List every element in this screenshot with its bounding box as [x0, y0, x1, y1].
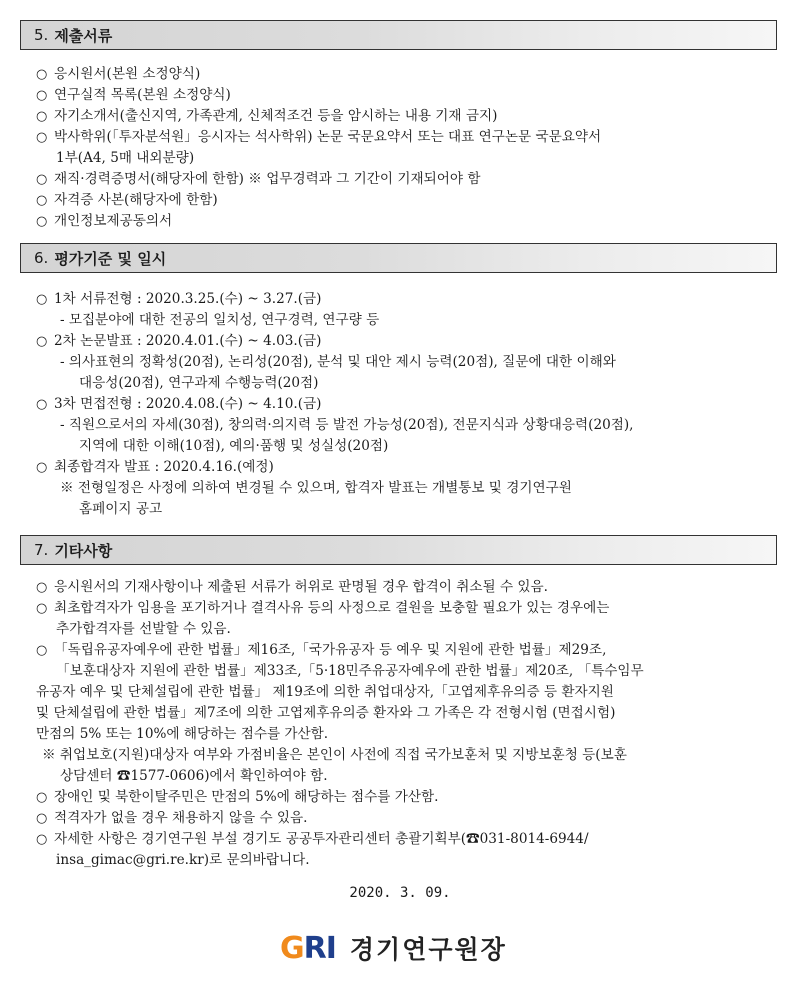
list-item: ○ 최초합격자가 임용을 포기하거나 결격사유 등의 사정으로 결원을 보충할 필요가 있는 경우에는	[36, 598, 782, 619]
section-6-list	[36, 289, 782, 520]
list-item-continuation: 만점의 5% 또는 10%에 해당하는 점수를 가산함.	[36, 726, 329, 742]
list-item-continuation: insa_gimac@gri.re.kr)로 문의바랍니다.	[56, 852, 310, 868]
gri-logo: GRI	[280, 930, 336, 966]
document-date: 2020. 3. 09.	[349, 885, 451, 901]
section-5-list	[36, 64, 782, 232]
note-continuation: 상담센터 ☎1577-0606)에서 확인하여야 함.	[60, 768, 328, 784]
note: ※ 전형일정은 사정에 의하여 변경될 수 있으며, 합격자 발표는 개별통보 및 경기연구원	[60, 480, 572, 496]
section-5-header	[20, 20, 777, 50]
list-subitem-continuation: 대응성(20점), 연구과제 수행능력(20점)	[79, 375, 319, 391]
note-continuation: 홈페이지 공고	[79, 501, 163, 517]
list-subitem: - 직원으로서의 자세(30점), 창의력·의지력 등 발전 가능성(20점), 전문지식과 상황대응력(20점),	[60, 417, 634, 433]
section-title: 제출서류	[54, 26, 113, 45]
list-item: ○ 장애인 및 북한이탈주민은 만점의 5%에 해당하는 점수를 가산함.	[36, 787, 782, 808]
list-item-continuation: 및 단체설립에 관한 법률」제7조에 의한 고엽제후유의증 환자와 그 가족은 각 전형시험 (면접시험)	[36, 705, 616, 721]
list-item: ○ 2차 논문발표 : 2020.4.01.(수) ~ 4.03.(금)	[36, 331, 782, 352]
section-number: 5.	[34, 26, 49, 44]
list-item: ○ 재직·경력증명서(해당자에 한함) ※ 업무경력과 그 기간이 기재되어야 함	[36, 169, 782, 190]
issuer-name: 경기연구원장	[349, 935, 507, 964]
list-item: ○ 3차 면접전형 : 2020.4.08.(수) ~ 4.10.(금)	[36, 394, 782, 415]
list-item-continuation: 「보훈대상자 지원에 관한 법률」제33조,「5·18민주유공자예우에 관한 법률」제20조, 「특수임무	[56, 663, 644, 679]
list-subitem-continuation: 지역에 대한 이해(10점), 예의·품행 및 성실성(20점)	[79, 438, 389, 454]
list-subitem: - 모집분야에 대한 전공의 일치성, 연구경력, 연구량 등	[60, 312, 380, 328]
list-subitem: - 의사표현의 정확성(20점), 논리성(20점), 분석 및 대안 제시 능력(20점), 질문에 대한 이해와	[60, 354, 616, 370]
list-item: ○ 자격증 사본(해당자에 한함)	[36, 190, 782, 211]
note: ※ 취업보호(지원)대상자 여부와 가점비율은 본인이 사전에 직접 국가보훈처 및 지방보훈청 등(보훈	[42, 747, 627, 763]
list-item: ○ 응시원서의 기재사항이나 제출된 서류가 허위로 판명될 경우 합격이 취소될 수 있음.	[36, 577, 782, 598]
section-6-header	[20, 243, 777, 273]
list-item: ○ 박사학위(「투자분석원」응시자는 석사학위) 논문 국문요약서 또는 대표 연구논문 국문요약서	[36, 127, 782, 148]
list-item-continuation: 유공자 예우 및 단체설립에 관한 법률」 제19조에 의한 취업대상자,「고엽제후유의증 등 환자지원	[36, 684, 614, 700]
list-item: ○ 연구실적 목록(본원 소정양식)	[36, 85, 782, 106]
list-item: ○ 최종합격자 발표 : 2020.4.16.(예정)	[36, 457, 782, 478]
list-item: ○ 적격자가 없을 경우 채용하지 않을 수 있음.	[36, 808, 782, 829]
section-title: 기타사항	[54, 541, 113, 560]
list-item: ○ 자기소개서(출신지역, 가족관계, 신체적조건 등을 암시하는 내용 기재 금지)	[36, 106, 782, 127]
list-item: ○ 1차 서류전형 : 2020.3.25.(수) ~ 3.27.(금)	[36, 289, 782, 310]
list-item: ○ 자세한 사항은 경기연구원 부설 경기도 공공투자관리센터 총괄기획부(☎031-8014-6944/	[36, 829, 782, 850]
list-item: ○ 「독립유공자예우에 관한 법률」제16조,「국가유공자 등 예우 및 지원에 관한 법률」제29조,	[36, 640, 782, 661]
list-item: ○ 응시원서(본원 소정양식)	[36, 64, 782, 85]
signature-block	[280, 928, 507, 968]
section-number: 7.	[34, 541, 49, 559]
list-item-continuation: 1부(A4, 5매 내외분량)	[56, 150, 195, 166]
list-item-continuation: 추가합격자를 선발할 수 있음.	[56, 621, 231, 637]
section-7-list	[36, 577, 782, 871]
section-title: 평가기준 및 일시	[54, 249, 167, 268]
section-7-header	[20, 535, 777, 565]
section-number: 6.	[34, 249, 49, 267]
list-item: ○ 개인정보제공동의서	[36, 211, 782, 232]
